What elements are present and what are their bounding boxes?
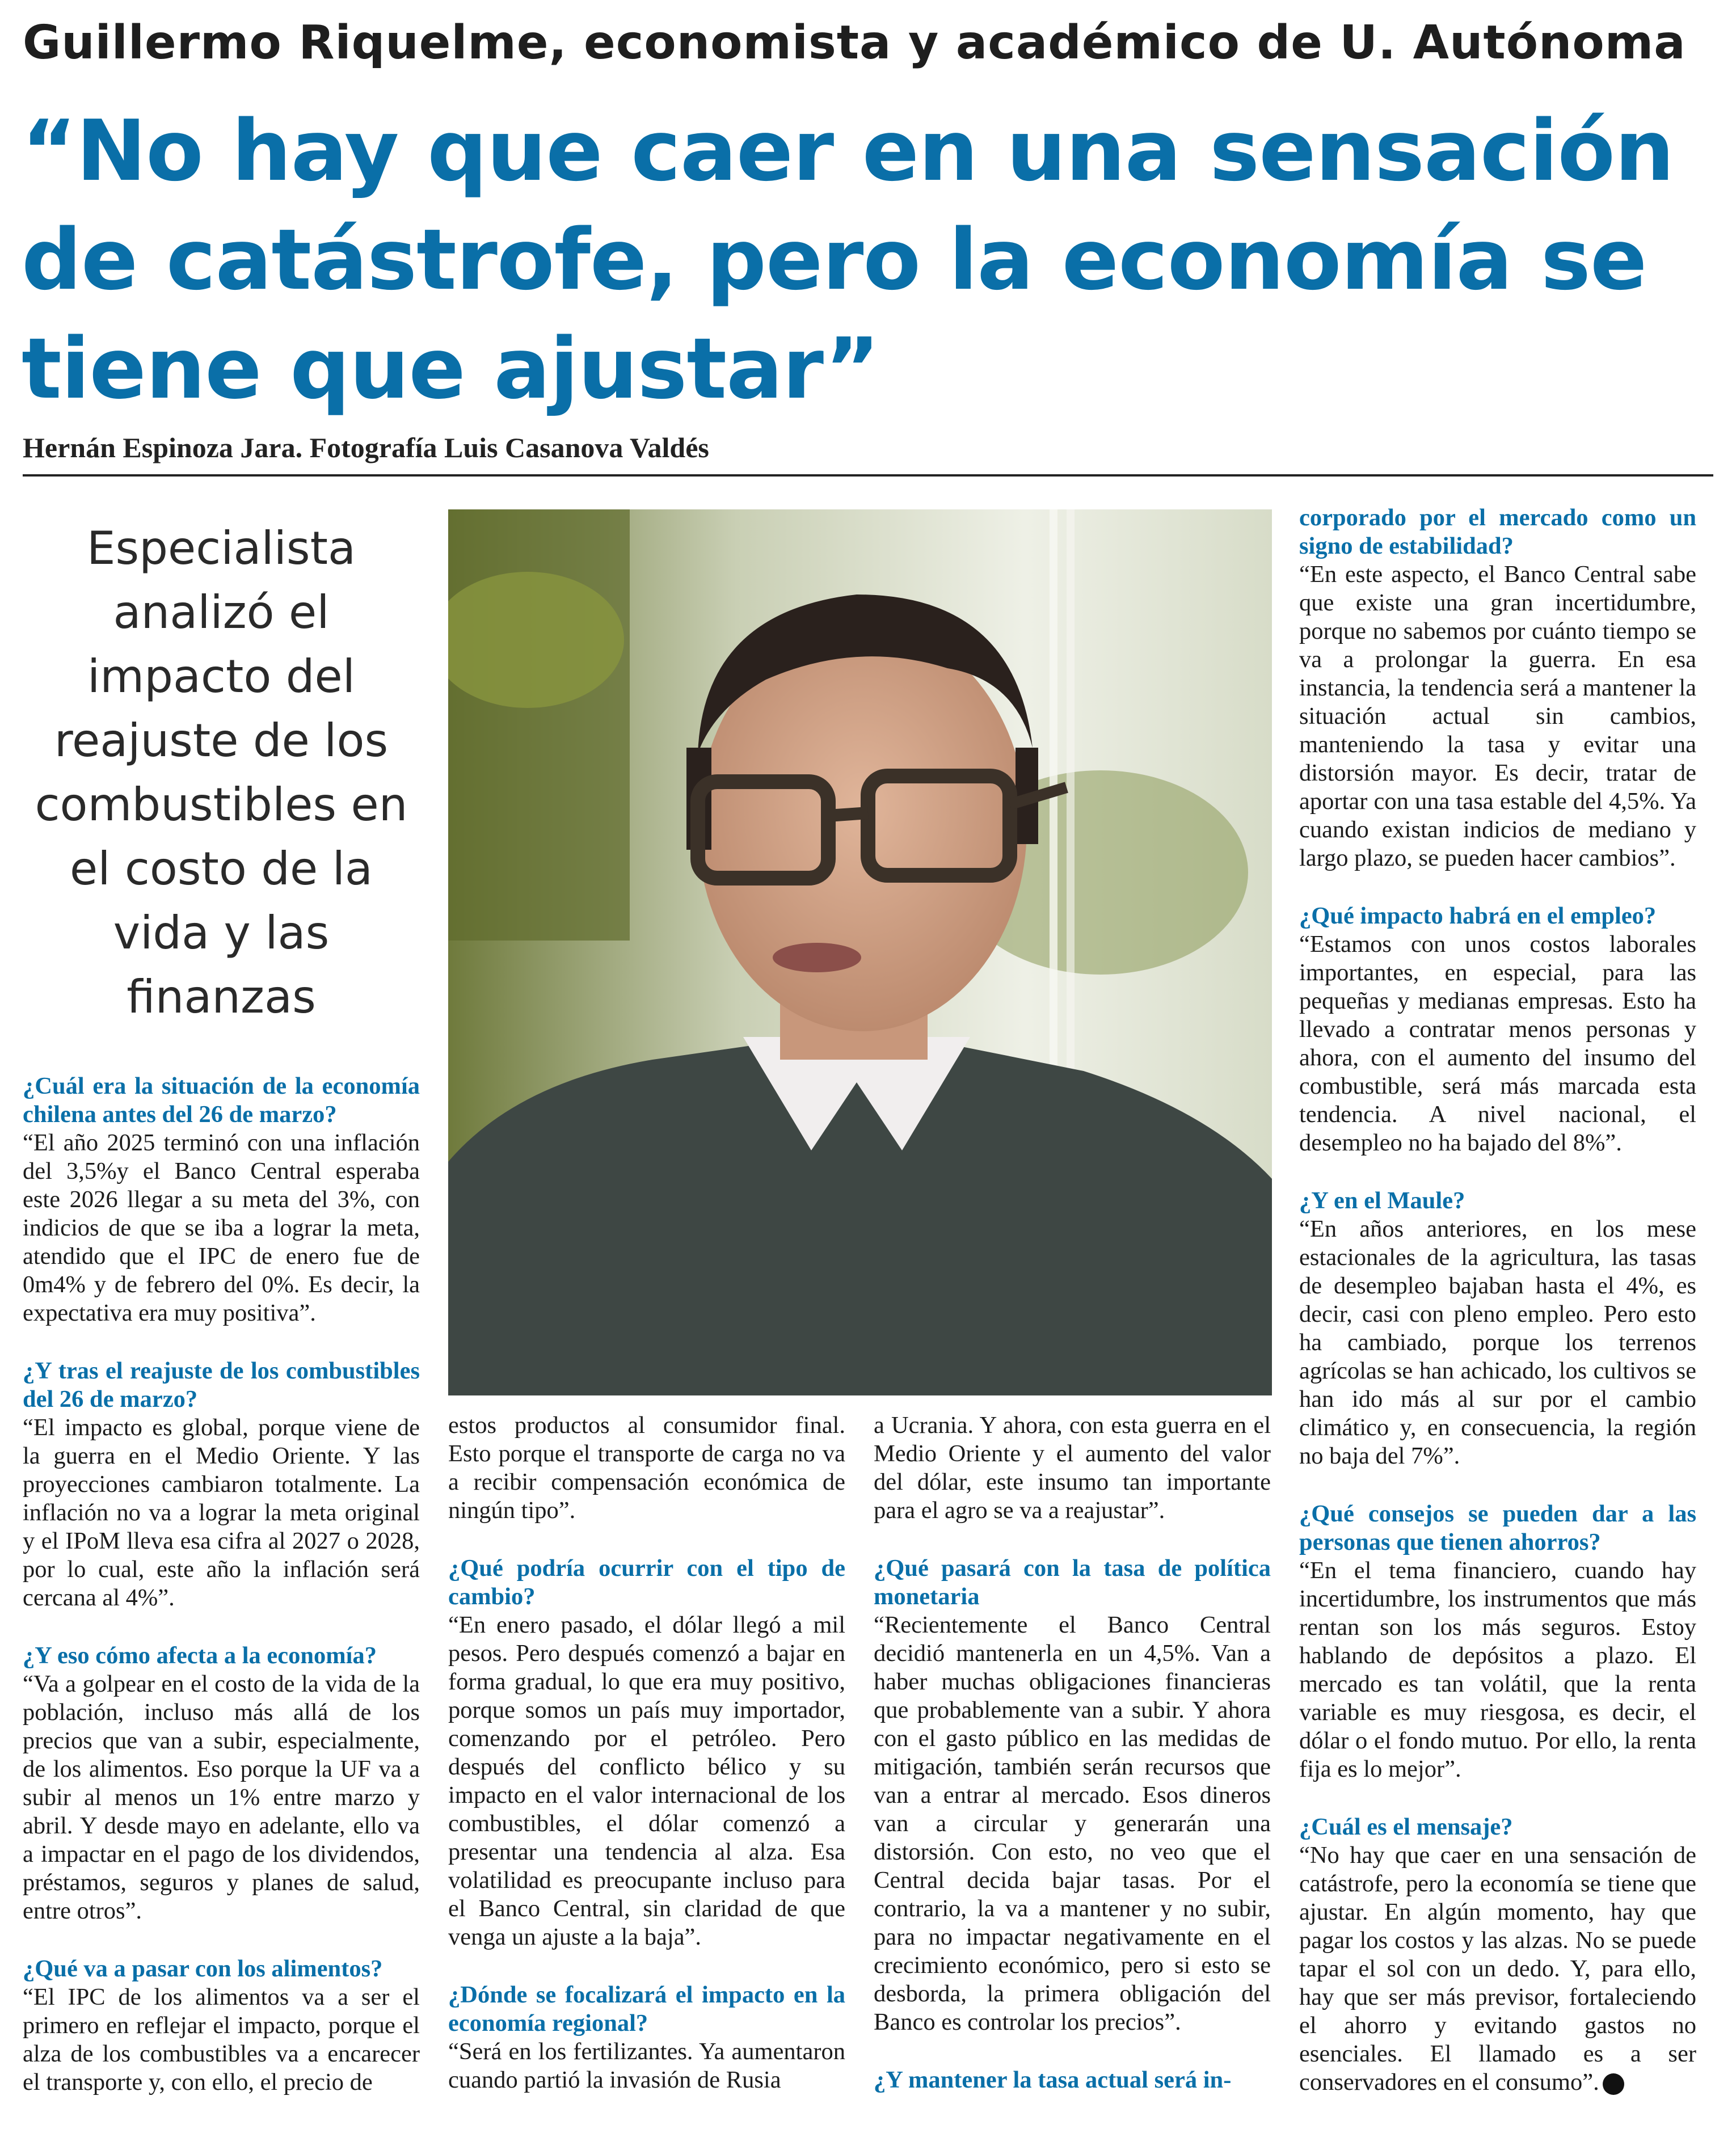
question-heading: ¿Y mantener la tasa actual será in- [874, 2067, 1232, 2093]
answer-paragraph: “No hay que caer en una sensación de catástrofe, pero la economía se tiene que ajustar. En algún momento, hay que pagar los costos y las alzas. No se puede tapar el sol con un dedo. Y, para ello, hay que ser más previsor, fortaleciendo el ahorro y evitando gastos no esenciales. El llamado es a ser conservadores en el consumo”. [1299, 1842, 1696, 2095]
answer-paragraph: “El año 2025 terminó con una inflación del 3,5%y el Banco Central esperaba este 2026 llegar a su meta del 3%, con indicios de que se iba a lograr la meta, atendido que el IPC de enero fue de 0m4% y de febrero del 0%. Es decir, la expectativa era muy positiva”. [23, 1129, 420, 1326]
answer-paragraph: “Será en los fertilizantes. Ya aumentaron cuando partió la invasión de Rusia [448, 2038, 845, 2093]
answer-paragraph: “En años anteriores, en los mese estacionales de la agricultura, las tasas de desempleo bajaban hasta el 4%, es decir, casi con pleno empleo. Pero esto ha cambiado, porque los terrenos agrícolas se han achicado, los cultivos se han ido más al sur por el cambio climático y, en consecuencia, la región no baja del 7%”. [1299, 1216, 1696, 1469]
question-heading: ¿Cuál es el mensaje? [1299, 1814, 1513, 1840]
question-heading: ¿Y tras el reajuste de los combustibles del 26 de marzo? [23, 1357, 420, 1412]
question-heading: corporado por el mercado como un signo de estabilidad? [1299, 504, 1696, 559]
answer-paragraph: “El impacto es global, porque viene de la guerra en el Medio Oriente. Y las proyecciones cambiaron totalmente. La inflación no va a lograr la meta original y el IPoM lleva esa cifra al 2027 o 2028, por lo cual, este año la inflación será cercana al 4%”. [23, 1414, 420, 1611]
interviewee-photo [448, 509, 1272, 1395]
answer-paragraph: a Ucrania. Y ahora, con esta guerra en el Medio Oriente y el aumento del valor del dólar, este insumo tan importante para el agro se va a reajustar”. [874, 1412, 1271, 1524]
question-heading: ¿Qué va a pasar con los alimentos? [23, 1955, 383, 1982]
question-heading: ¿Qué consejos se pueden dar a las personas que tienen ahorros? [1299, 1500, 1696, 1555]
question-heading: ¿Qué impacto habrá en el empleo? [1299, 903, 1657, 929]
question-heading: ¿Y en el Maule? [1299, 1187, 1465, 1214]
answer-paragraph: estos productos al consumidor final. Esto porque el transporte de carga no va a recibir compensación económica de ningún tipo”. [448, 1412, 845, 1524]
answer-paragraph: “En este aspecto, el Banco Central sabe que existe una gran incertidumbre, porque no sabemos por cuánto tiempo se va a prolongar la guerra. En esa instancia, la tendencia será a mantener la situación actual sin cambios, manteniendo la tasa y evitar una distorsión mayor. Es decir, tratar de aportar con una tasa estable del 4,5%. Ya cuando existan indicios de mediano y largo plazo, se pueden hacer cambios”. [1299, 561, 1696, 871]
byline-rule [23, 474, 1713, 477]
answer-paragraph: “Estamos con unos costos laborales importantes, en especial, para las pequeñas y medianas empresas. Esto ha llevado a contratar menos personas y ahora, con el aumento del insumo del combustible, será más marcada esta tendencia. A nivel nacional, el desempleo no ha bajado del 8%”. [1299, 931, 1696, 1156]
lead-summary: Especialista analizó el impacto del reajuste de los combustibles en el costo de la vida y las finanzas [35, 522, 408, 1023]
question-heading: ¿Qué podría ocurrir con el tipo de cambio? [448, 1555, 845, 1610]
question-heading: ¿Dónde se focalizará el impacto en la economía regional? [448, 1981, 845, 2036]
answer-paragraph: “En enero pasado, el dólar llegó a mil pesos. Pero después comenzó a bajar en forma gradual, lo que era muy positivo, porque somos un país muy importador, comenzando por el petróleo. Pero después del conflicto bélico y su impacto en el valor internacional de los combustibles, el dólar comenzó a presentar una tendencia al alza. Esa volatilidad es preocupante incluso para el Banco Central, sin claridad de que venga un ajuste a la baja”. [448, 1612, 845, 1950]
byline: Hernán Espinoza Jara. Fotografía Luis Casanova Valdés [23, 432, 709, 463]
answer-paragraph: “En el tema financiero, cuando hay incertidumbre, los instrumentos que más rentan son los más seguros. Estoy hablando de depósitos a plazo. El mercado es tan volátil, que la renta variable es muy riesgosa, es decir, el dólar o el fondo mutuo. Por ello, la renta fija es lo mejor”. [1299, 1557, 1696, 1782]
article-column-1 [23, 1072, 420, 2097]
headline: “No hay que caer en una sensación de catástrofe, pero la economía se tiene que ajustar” [22, 102, 1674, 418]
kicker: Guillermo Riquelme, economista y académico de U. Autónoma [23, 16, 1686, 70]
answer-paragraph: “Recientemente el Banco Central decidió mantenerla en un 4,5%. Van a haber muchas obligaciones financieras que probablemente van a subir. Y ahora con el gasto público en las medidas de mitigación, también serán recursos que van a entrar al mercado. Esos dineros van a circular y generarán una distorsión. Con esto, no veo que el Central decida bajar tasas. Por el contrario, la va a mantener y no subir, para no impactar negativamente en el crecimiento económico, pero si esto se desborda, la primera obligación del Banco es controlar los precios”. [874, 1612, 1271, 2035]
article-column-3 [874, 1411, 1271, 2094]
end-mark-icon [1603, 2073, 1624, 2095]
answer-paragraph: “El IPC de los alimentos va a ser el primero en reflejar el impacto, porque el alza de los combustibles va a encarecer el transporte y, con ello, el precio de [23, 1984, 420, 2095]
answer-paragraph: “Va a golpear en el costo de la vida de la población, incluso más allá de los precios que van a subir, especialmente, de los alimentos. Eso porque la UF va a subir al menos un 1% entre marzo y abril. Y desde mayo en adelante, ello va a impactar en el pago de los dividendos, préstamos, seguros y planes de salud, entre otros”. [23, 1671, 420, 1924]
question-heading: ¿Qué pasará con la tasa de política monetaria [874, 1555, 1271, 1610]
question-heading: ¿Cuál era la situación de la economía chilena antes del 26 de marzo? [23, 1073, 420, 1128]
article-column-4 [1299, 504, 1696, 2097]
question-heading: ¿Y eso cómo afecta a la economía? [23, 1642, 377, 1669]
article-column-2 [448, 1411, 845, 2094]
final-answer [1299, 1841, 1696, 2097]
